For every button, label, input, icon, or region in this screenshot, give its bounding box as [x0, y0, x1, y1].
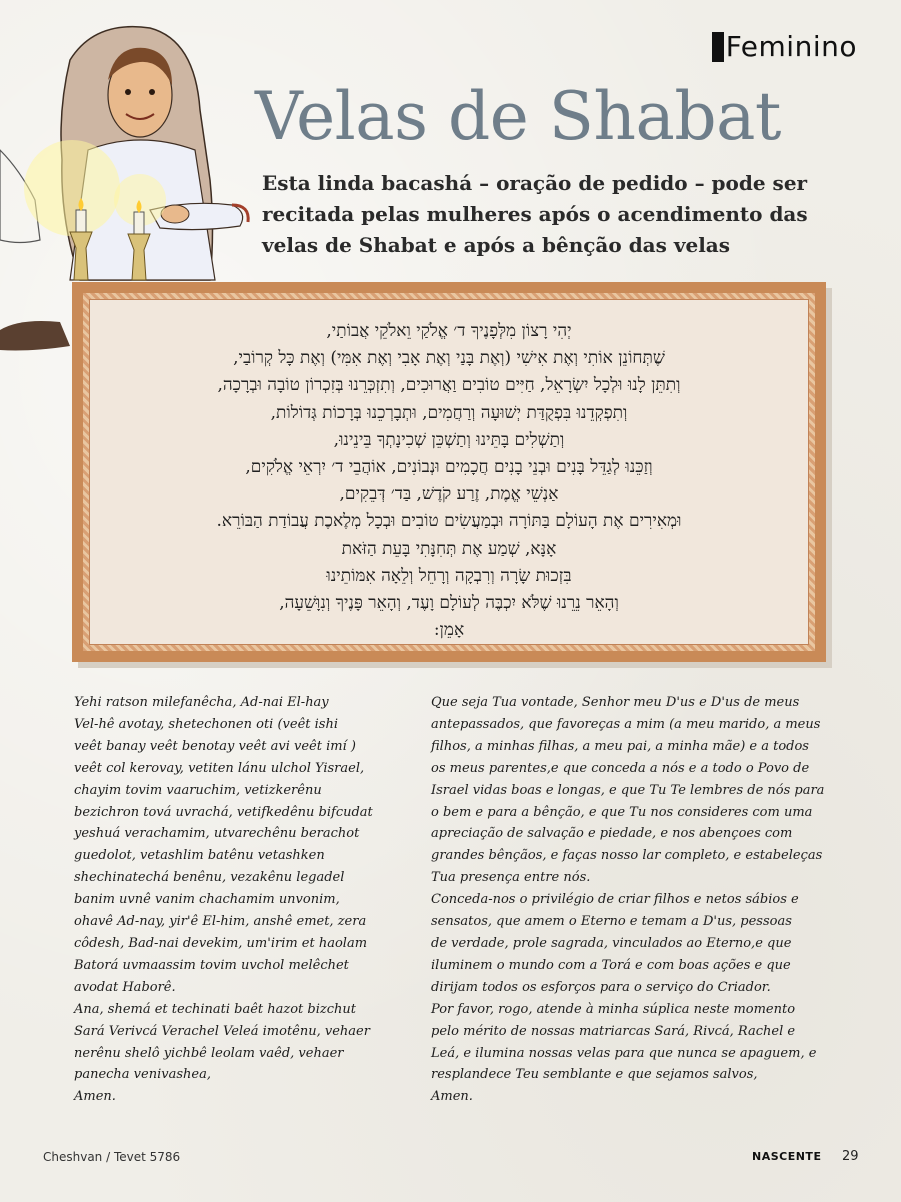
- translation-line: dirijam todos os esforços para o serviço do Criador.: [431, 979, 771, 995]
- hebrew-line: וְתַשְׁלִים בָּתֵּינוּ וְתַשְׁכֵּן שְׁכִינָתְךָ בֵּינֵינוּ,: [333, 429, 565, 450]
- translation-line: Leá, e ilumina nossas velas para que nunca se apaguem, e: [431, 1045, 817, 1061]
- transliteration-line: banim uvnê vanim chachamim unvonim,: [74, 892, 340, 908]
- section-mark-icon: [712, 32, 724, 62]
- transliteration-line: Amen.: [74, 1089, 116, 1105]
- issue-date: Cheshvan / Tevet 5786: [43, 1150, 181, 1164]
- hebrew-line: וּמְאִירִים אֶת הָעוֹלָם בַּתּוֹרָה וּבְמַעֲשִׂים טוֹבִים וּבְכָל מְלֶאכֶת עֲבוֹדַת הַבּוֹרֵא.: [216, 511, 682, 532]
- page-number: 29: [842, 1149, 859, 1164]
- transliteration-line: yeshuá verachamim, utvarechênu berachot: [74, 826, 360, 842]
- hebrew-line: וְהָאֵר נֵרֵנוּ שֶׁלֹּא יִכְבֶּה לְעוֹלָם וָעֶד, וְהָאֵר פָּנֶיךָ וְנִוָּשֵׁעָה,: [279, 593, 619, 614]
- subtitle-line: recitada pelas mulheres após o acendimento das: [262, 202, 808, 226]
- section-tag: [712, 30, 857, 63]
- transliteration-line: Batorá uvmaassim tovim uvchol melêchet: [74, 957, 349, 973]
- translation-line: Tua presença entre nós.: [431, 870, 591, 886]
- transliteration-line: nerênu shelô yichbê leolam vaêd, vehaer: [74, 1045, 344, 1061]
- subtitle-line: velas de Shabat e após a bênção das velas: [262, 233, 731, 257]
- hebrew-line: שֶׁתְּחוֹנֵן אוֹתִי וְאֶת אִישִׁי (וְאֶת בָּנַי וְאֶת אָבִי וְאֶת אִמִּי) וְאֶת כָּל קְרוֹבַי,: [233, 348, 665, 369]
- translation-line: filhos, a minhas filhas, a meu pai, a minha mãe) e a todos: [431, 738, 809, 754]
- transliteration-line: panecha venivashea,: [74, 1067, 211, 1083]
- translation-line: apreciação de salvação e piedade, e nos abençoes com: [431, 826, 793, 842]
- transliteration-line: veêt banay veêt benotay veêt avi veêt imí ): [74, 738, 356, 754]
- translation-column: [431, 692, 841, 1108]
- translation-line: pelo mérito de nossas matriarcas Sará, Rivcá, Rachel e: [431, 1023, 796, 1039]
- translation-line: sensatos, que amem o Eterno e temam a D'us, pessoas: [431, 914, 792, 930]
- transliteration-line: Yehi ratson milefanêcha, Ad-nai El-hay: [74, 695, 329, 710]
- translation-line: os meus parentes,e que conceda a nós e a todo o Povo de: [431, 760, 810, 776]
- translation-line: Israel vidas boas e longas, e que Tu Te lembres de nós para: [431, 782, 825, 798]
- transliteration-line: shechinatechá benênu, vezakênu legadel: [74, 870, 345, 886]
- hebrew-prayer-frame: [72, 282, 826, 662]
- transliteration-line: chayim tovim vaaruchim, vetizkerênu: [74, 782, 322, 798]
- translation-line: Conceda-nos o privilégio de criar filhos e netos sábios e: [431, 892, 799, 908]
- transliteration-line: Vel-hê avotay, shetechonen oti (veêt ishi: [74, 716, 338, 732]
- transliteration-line: avodat Haborê.: [74, 979, 176, 995]
- translation-line: Que seja Tua vontade, Senhor meu D'us e D'us de meus: [431, 695, 800, 710]
- translation-line: iluminem o mundo com a Torá e com boas ações e que: [431, 957, 791, 973]
- hebrew-line: אָמֵן:: [433, 620, 465, 641]
- hebrew-line: אָנָּא, שְׁמַע אֶת תְּחִנָּתִי בָּעֵת הַזֹּאת: [341, 538, 557, 559]
- hebrew-prayer-box: [89, 299, 809, 645]
- translation-line: resplandece Teu semblante e que sejamos salvos,: [431, 1067, 758, 1083]
- translation-line: o bem e para a bênção, e que Tu nos consideres com uma: [431, 804, 813, 820]
- transliteration-line: ohavê Ad-nay, yir'ê El-him, anshê emet, zera: [74, 914, 367, 930]
- hebrew-line: וְתִפְקְדֵנוּ בִּפְקֻדַּת יְשׁוּעָה וְרַחֲמִים, וּתְבָרְכֵנוּ בְּרָכוֹת גְּדוֹלוֹת,: [270, 402, 628, 423]
- transliteration-line: veêt col kerovay, vetiten lánu ulchol Yisrael,: [74, 760, 365, 776]
- transliteration-column: [74, 692, 394, 1108]
- hebrew-line: יְהִי רָצוֹן מִלְּפָנֶיךָ ד׳ אֱלֹקַי וֵאלֹקֵי אֲבוֹתַי,: [326, 321, 572, 341]
- hebrew-line: וְזַכֵּנוּ לְגַדֵּל בָּנִים וּבְנֵי בָנִים חֲכָמִים וּנְבוֹנִים, אוֹהֲבֵי ד׳ יִרְאֵי אֱלֹקִים,: [245, 457, 653, 478]
- translation-line: antepassados, que favoreças a mim (a meu marido, a meus: [431, 716, 821, 732]
- hebrew-line: בִּזְכוּת שָׂרָה וְרִבְקָה וְרָחֵל וְלֵאָה אִמּוֹתֵינוּ: [326, 565, 572, 586]
- transliteration-line: Sará Verivcá Verachel Veleá imotênu, vehaer: [74, 1023, 370, 1039]
- translation-line: Amen.: [431, 1089, 473, 1105]
- subtitle: [262, 168, 862, 261]
- translation-line: de verdade, prole sagrada, vinculados ao Eterno,e que: [431, 935, 792, 951]
- translation-line: grandes bênçãos, e faças nosso lar completo, e estabeleças: [431, 848, 823, 864]
- transliteration-line: Ana, shemá et techinati baêt hazot bizchut: [74, 1001, 356, 1017]
- transliteration-line: guedolot, vetashlim batênu vetashken: [74, 848, 325, 864]
- transliteration-line: bezichron tová uvrachá, vetifkedênu bifcudat: [74, 804, 373, 820]
- transliteration-line: côdesh, Bad-nai devekim, um'irim et haolam: [74, 935, 368, 951]
- translation-line: Por favor, rogo, atende à minha súplica neste momento: [431, 1001, 796, 1017]
- hebrew-line: וְתִתֵּן לָנוּ וּלְכָל יִשְׂרָאֵל, חַיִּים טוֹבִים וַאֲרוּכִים, וְתִזְכְּרֵנוּ בְּזִכְרוֹן טוֹבָה וּבְרָכָה,: [217, 375, 681, 396]
- page-title: Velas de Shabat: [255, 78, 781, 155]
- hebrew-line: אַנְשֵׁי אֱמֶת, זֶרַע קֹדֶשׁ, בַּד׳ דְּבֵקִים,: [339, 484, 559, 505]
- subtitle-line: Esta linda bacashá – oração de pedido – pode ser: [262, 171, 808, 195]
- magazine-logo: NASCENTE: [752, 1150, 822, 1163]
- section-label: Feminino: [725, 30, 857, 63]
